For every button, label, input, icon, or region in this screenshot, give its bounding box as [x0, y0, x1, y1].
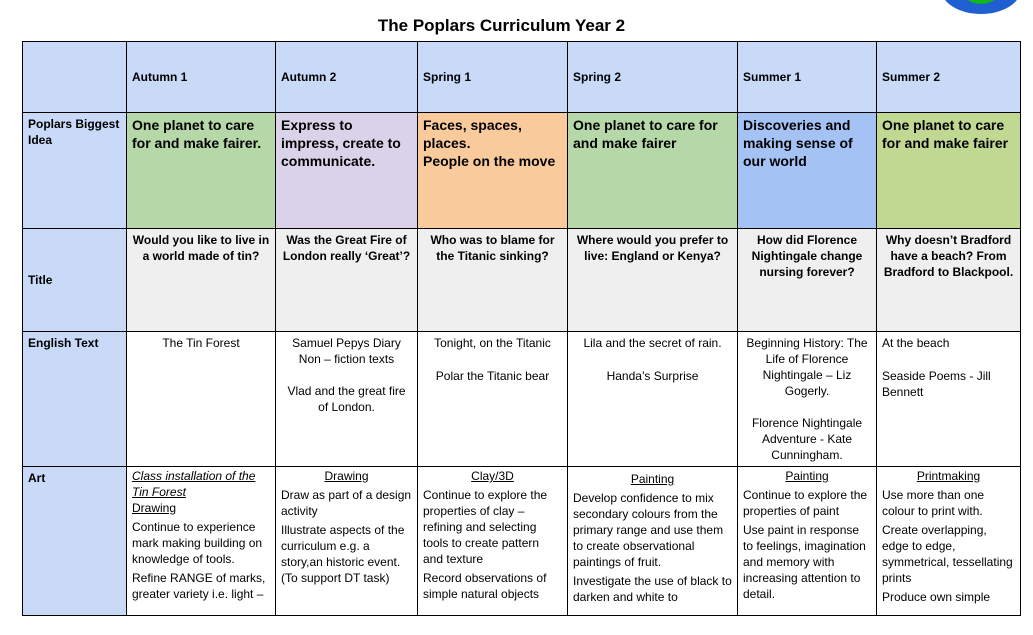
- english-text: Handa’s Surprise: [606, 369, 699, 383]
- big-idea-spring-1-line2: People on the move: [423, 153, 556, 169]
- big-idea-row: [23, 113, 1021, 229]
- title-spring-2: Where would you prefer to live: England or Kenya?: [568, 229, 738, 332]
- art-text: Continue to experience mark making building on knowledge of tools.: [132, 520, 263, 566]
- english-text: Tonight, on the Titanic: [434, 336, 551, 350]
- art-installation: Class installation of the Tin Forest: [132, 469, 256, 499]
- art-row: [23, 467, 1021, 616]
- art-heading: Painting: [785, 469, 829, 483]
- english-summer-2: [877, 332, 1021, 467]
- curriculum-table: [22, 41, 1021, 616]
- page-title: The Poplars Curriculum Year 2: [377, 16, 626, 35]
- row-label-art: Art: [23, 467, 127, 616]
- art-text: (To support DT task): [281, 571, 390, 585]
- art-text: Produce own simple: [882, 590, 991, 604]
- corner-cell: [23, 42, 127, 113]
- english-text: The Tin Forest: [162, 336, 240, 350]
- art-summer-1: [738, 467, 877, 616]
- header-row: [23, 42, 1021, 113]
- art-text: Refine RANGE of marks, greater variety i.e. light –: [132, 571, 266, 601]
- english-summer-1: [738, 332, 877, 467]
- school-logo-icon: [941, 0, 1021, 14]
- art-spring-2: [568, 467, 738, 616]
- english-spring-1: [418, 332, 568, 467]
- english-text: Vlad and the great fire of London.: [287, 384, 406, 414]
- art-text: Draw as part of a design activity: [281, 488, 412, 518]
- big-idea-spring-1: [418, 113, 568, 229]
- art-autumn-1: [127, 467, 276, 616]
- art-summer-2: [877, 467, 1021, 616]
- art-heading: Drawing: [324, 469, 369, 483]
- english-autumn-2: [276, 332, 418, 467]
- art-text: Continue to explore the properties of clay – refining and selecting tools to create pattern and texture: [423, 488, 548, 566]
- row-label-english: English Text: [23, 332, 127, 467]
- art-text: Continue to explore the properties of paint: [743, 488, 868, 518]
- english-text: Lila and the secret of rain.: [583, 336, 722, 350]
- art-heading: Printmaking: [916, 469, 981, 483]
- header-spring-1: Spring 1: [418, 42, 568, 113]
- row-label-title: Title: [23, 229, 127, 332]
- art-text: Investigate the use of black to darken and white to: [573, 574, 732, 604]
- english-text: Seaside Poems - Jill Bennett: [882, 369, 991, 399]
- big-idea-summer-1: Discoveries and making sense of our world: [738, 113, 877, 229]
- english-text: Florence Nightingale Adventure - Kate Cunningham.: [751, 416, 863, 462]
- art-text: Illustrate aspects of the curriculum e.g. a story,an historic event.: [281, 523, 405, 569]
- english-text: Polar the Titanic bear: [435, 369, 550, 383]
- big-idea-autumn-1: One planet to care for and make fairer.: [127, 113, 276, 229]
- art-heading: Clay/3D: [471, 469, 514, 483]
- big-idea-spring-1-line1: Faces, spaces, places.: [423, 117, 522, 151]
- header-autumn-1: Autumn 1: [127, 42, 276, 113]
- big-idea-autumn-2: Express to impress, create to communicate.: [276, 113, 418, 229]
- art-text: Record observations of simple natural objects: [423, 571, 547, 601]
- big-idea-spring-2: One planet to care for and make fairer: [568, 113, 738, 229]
- title-autumn-2: Was the Great Fire of London really ‘Great’?: [276, 229, 418, 332]
- art-heading: Drawing: [132, 501, 177, 515]
- header-summer-2: Summer 2: [877, 42, 1021, 113]
- header-autumn-2: Autumn 2: [276, 42, 418, 113]
- title-autumn-1: Would you like to live in a world made of tin?: [127, 229, 276, 332]
- title-row: [23, 229, 1021, 332]
- art-autumn-2: [276, 467, 418, 616]
- title-summer-1: How did Florence Nightingale change nursing forever?: [738, 229, 877, 332]
- art-text: Use more than one colour to print with.: [882, 488, 985, 518]
- english-text: Beginning History: The Life of Florence Nightingale – Liz Gogerly.: [746, 336, 868, 398]
- row-label-big-idea: Poplars Biggest Idea: [23, 113, 127, 229]
- title-summer-2: Why doesn’t Bradford have a beach? From Bradford to Blackpool.: [877, 229, 1021, 332]
- art-text: Develop confidence to mix secondary colours from the primary range and use them to create observational paintings of fruit.: [573, 491, 724, 569]
- art-spring-1: [418, 467, 568, 616]
- english-row: [23, 332, 1021, 467]
- english-spring-2: [568, 332, 738, 467]
- header-spring-2: Spring 2: [568, 42, 738, 113]
- english-autumn-1: [127, 332, 276, 467]
- title-spring-1: Who was to blame for the Titanic sinking?: [418, 229, 568, 332]
- header-summer-1: Summer 1: [738, 42, 877, 113]
- art-heading: Painting: [630, 472, 675, 486]
- english-text: Non – fiction texts: [298, 352, 395, 366]
- art-text: Use paint in response to feelings, imagination and memory with increasing attention to detail.: [743, 523, 866, 601]
- big-idea-summer-2: One planet to care for and make fairer: [877, 113, 1021, 229]
- english-text: At the beach: [882, 336, 950, 350]
- english-text: Samuel Pepys Diary: [292, 336, 401, 350]
- art-text: Create overlapping, edge to edge, symmetrical, tessellating prints: [882, 523, 1013, 585]
